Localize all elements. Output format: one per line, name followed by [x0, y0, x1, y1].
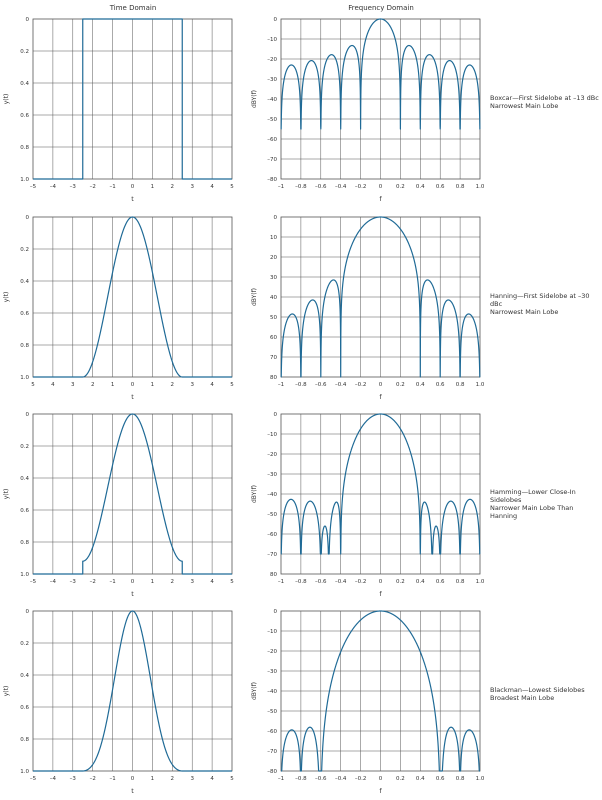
y-axis-label: dBY(f) [251, 287, 258, 307]
y-tick-label: 0.4 [20, 476, 29, 482]
x-tick-label: 1 [150, 776, 155, 782]
y-tick-label: 0 [273, 609, 277, 615]
x-tick-label: 4 [210, 184, 214, 190]
y-tick-label: 0.4 [20, 81, 29, 87]
y-axis-label: y(t) [3, 488, 10, 500]
y-tick-label: 0.4 [20, 279, 29, 285]
description-line: Hamming—Lower Close-In Sidelobes [490, 488, 576, 504]
y-tick-label: –60 [267, 137, 277, 143]
x-tick-label: 0 [130, 184, 135, 190]
x-tick-label: –0.8 [295, 382, 307, 388]
x-tick-label: 1 [150, 579, 155, 585]
x-tick-label: 1.0 [475, 579, 485, 585]
x-tick-label: 0 [130, 382, 135, 388]
y-tick-label: 1.0 [20, 572, 29, 578]
x-axis-label: f [379, 393, 382, 401]
y-axis-label: dBY(f) [251, 484, 258, 504]
x-tick-label: 0.2 [396, 184, 405, 190]
y-tick-label: 30 [270, 275, 277, 281]
y-tick-label: –30 [267, 472, 277, 478]
chart-hanning-time [3, 215, 234, 401]
x-tick-label: 1.0 [475, 382, 485, 388]
y-tick-label: –10 [267, 37, 277, 43]
y-tick-label: 0 [273, 17, 277, 23]
x-tick-label: –5 [29, 579, 37, 585]
y-tick-label: 0.6 [20, 508, 29, 514]
y-tick-label: –70 [267, 157, 277, 163]
description-line: Narrowest Main Lobe [490, 308, 559, 316]
y-tick-label: 10 [270, 235, 277, 241]
x-tick-label: 1 [150, 382, 155, 388]
x-tick-label: –4 [49, 776, 57, 782]
y-tick-label: –20 [267, 452, 277, 458]
x-tick-label: –0.2 [354, 382, 367, 388]
y-tick-label: 40 [270, 295, 277, 301]
x-tick-label: –4 [49, 579, 57, 585]
x-tick-label: 5 [230, 776, 234, 782]
x-tick-label: 0.4 [415, 184, 425, 190]
y-tick-label: –20 [267, 57, 277, 63]
description-line: Boxcar—First Sidelobe at –13 dBc [490, 94, 599, 102]
x-tick-label: 5 [230, 579, 234, 585]
y-tick-label: 80 [270, 572, 277, 578]
x-tick-label: 1.0 [475, 184, 485, 190]
x-tick-label: –3 [69, 579, 76, 585]
x-tick-label: –5 [29, 184, 37, 190]
y-tick-label: –50 [267, 512, 277, 518]
description-line: Blackman—Lowest Sidelobes [490, 686, 585, 694]
y-tick-label: 0.6 [20, 705, 29, 711]
x-tick-label: –1 [277, 579, 285, 585]
row-description-hanning [490, 292, 600, 316]
x-tick-label: 1 [150, 184, 155, 190]
x-tick-label: 4 [210, 776, 214, 782]
x-axis-label: t [131, 393, 134, 401]
description-line: Narrowest Main Lobe [490, 102, 559, 110]
x-tick-label: –1 [277, 776, 285, 782]
chart-boxcar-time [3, 17, 234, 203]
y-tick-label: 50 [270, 315, 277, 321]
y-tick-label: –70 [267, 749, 277, 755]
chart-blackman-frequency [251, 609, 485, 795]
x-tick-label: –5 [29, 776, 37, 782]
y-tick-label: 20 [270, 255, 277, 261]
x-tick-label: –2 [89, 184, 96, 190]
y-tick-label: –30 [267, 77, 277, 83]
x-tick-label: 0 [378, 579, 383, 585]
x-tick-label: 3 [190, 776, 194, 782]
x-tick-label: 3 [190, 184, 194, 190]
chart-hanning-frequency [251, 215, 485, 401]
x-tick-label: –0.8 [295, 184, 307, 190]
y-tick-label: –60 [267, 729, 277, 735]
y-tick-label: –80 [267, 177, 277, 183]
y-tick-label: –80 [267, 769, 277, 775]
x-tick-label: 0.6 [435, 776, 445, 782]
x-tick-label: –1 [277, 184, 285, 190]
x-tick-label: 0.4 [415, 382, 425, 388]
x-tick-label: 0 [378, 184, 383, 190]
x-tick-label: –0.4 [334, 184, 347, 190]
x-axis-label: t [131, 787, 134, 795]
x-tick-label: 4 [210, 382, 214, 388]
chart-hamming-frequency [251, 412, 485, 598]
y-axis-label: y(t) [3, 291, 10, 303]
y-tick-label: –10 [267, 629, 277, 635]
x-tick-label: –0.2 [354, 184, 367, 190]
row-description-boxcar [490, 94, 600, 110]
y-tick-label: –70 [267, 552, 277, 558]
x-axis-label: f [379, 590, 382, 598]
x-tick-label: –2 [89, 776, 96, 782]
chart-boxcar-frequency [251, 17, 485, 203]
y-tick-label: 0.8 [20, 737, 29, 743]
y-tick-label: 0.2 [20, 49, 29, 55]
y-tick-label: 0.8 [20, 540, 29, 546]
y-tick-label: 60 [270, 335, 277, 341]
x-tick-label: 5 [230, 382, 234, 388]
x-tick-label: 0.2 [396, 776, 405, 782]
x-tick-label: 2 [170, 579, 175, 585]
x-tick-label: –4 [49, 184, 57, 190]
x-tick-label: 0.2 [396, 579, 405, 585]
x-tick-label: –1 [109, 579, 116, 585]
x-tick-label: –1 [109, 184, 116, 190]
x-tick-label: –0.6 [315, 579, 327, 585]
y-tick-label: –20 [267, 649, 277, 655]
y-tick-label: –40 [267, 97, 277, 103]
x-tick-label: –1 [109, 776, 116, 782]
x-tick-label: –1 [277, 382, 285, 388]
x-tick-label: 0 [130, 776, 135, 782]
y-tick-label: 0.6 [20, 113, 29, 119]
x-tick-label: 2 [170, 184, 175, 190]
y-tick-label: 1.0 [20, 769, 29, 775]
x-tick-label: 0.8 [455, 579, 465, 585]
chart-blackman-time [3, 609, 234, 795]
y-tick-label: –60 [267, 532, 277, 538]
x-tick-label: –2 [89, 579, 96, 585]
x-axis-label: f [379, 787, 382, 795]
x-tick-label: 0.2 [396, 382, 405, 388]
row-description-hamming [490, 488, 600, 520]
frequency-domain-title: Frequency Domain [348, 4, 414, 12]
y-tick-label: 0.6 [20, 311, 29, 317]
description-line: Hanning—First Sidelobe at –30 dBc [490, 292, 590, 308]
y-axis-label: y(t) [3, 93, 10, 105]
x-tick-label: 0 [378, 382, 383, 388]
x-tick-label: –3 [69, 184, 76, 190]
x-tick-label: 0.6 [435, 579, 445, 585]
y-tick-label: –50 [267, 709, 277, 715]
y-tick-label: 0.2 [20, 444, 29, 450]
y-axis-label: y(t) [3, 685, 10, 697]
x-tick-label: 0.4 [415, 776, 425, 782]
y-tick-label: –40 [267, 689, 277, 695]
x-tick-label: 2 [170, 776, 175, 782]
description-line: Narrower Main Lobe Than Hanning [490, 504, 574, 520]
x-tick-label: 0.6 [435, 382, 445, 388]
y-tick-label: 0 [25, 609, 29, 615]
y-tick-label: 0.8 [20, 343, 29, 349]
y-tick-label: –50 [267, 117, 277, 123]
x-tick-label: 4 [51, 382, 55, 388]
x-tick-label: 0.8 [455, 776, 465, 782]
y-axis-label: dBY(f) [251, 681, 258, 701]
row-description-blackman [490, 686, 600, 702]
y-tick-label: 0.2 [20, 247, 29, 253]
y-tick-label: 0 [273, 412, 277, 418]
y-tick-label: –40 [267, 492, 277, 498]
y-tick-label: 0 [25, 17, 29, 23]
x-tick-label: 1.0 [475, 776, 485, 782]
x-tick-label: 0 [378, 776, 383, 782]
x-tick-label: 0.8 [455, 382, 465, 388]
y-tick-label: 1.0 [20, 177, 29, 183]
x-tick-label: 0.6 [435, 184, 445, 190]
x-tick-label: –0.4 [334, 579, 347, 585]
x-axis-label: t [131, 590, 134, 598]
y-tick-label: –10 [267, 432, 277, 438]
x-tick-label: –0.8 [295, 579, 307, 585]
x-tick-label: 3 [190, 579, 194, 585]
x-tick-label: –0.2 [354, 776, 367, 782]
time-domain-title: Time Domain [109, 4, 157, 12]
x-tick-label: 0.8 [455, 184, 465, 190]
x-tick-label: –0.4 [334, 382, 347, 388]
x-tick-label: 3 [71, 382, 75, 388]
description-line: Broadest Main Lobe [490, 694, 555, 702]
y-tick-label: 0.4 [20, 673, 29, 679]
x-tick-label: 3 [190, 382, 194, 388]
chart-hamming-time [3, 412, 234, 598]
x-tick-label: 5 [230, 184, 234, 190]
x-axis-label: f [379, 195, 382, 203]
y-tick-label: 1.0 [20, 375, 29, 381]
x-tick-label: –0.8 [295, 776, 307, 782]
y-tick-label: 0 [273, 215, 277, 221]
x-tick-label: 2 [90, 382, 95, 388]
x-tick-label: 0 [130, 579, 135, 585]
x-tick-label: 1 [110, 382, 115, 388]
x-tick-label: 5 [31, 382, 35, 388]
x-tick-label: –0.2 [354, 579, 367, 585]
y-tick-label: 0 [25, 412, 29, 418]
x-axis-label: t [131, 195, 134, 203]
x-tick-label: 2 [170, 382, 175, 388]
y-tick-label: 0 [25, 215, 29, 221]
y-tick-label: –30 [267, 669, 277, 675]
y-tick-label: 70 [270, 355, 277, 361]
x-tick-label: –0.4 [334, 776, 347, 782]
x-tick-label: –0.6 [315, 382, 327, 388]
y-axis-label: dBY(f) [251, 89, 258, 109]
y-tick-label: 0.2 [20, 641, 29, 647]
x-tick-label: –0.6 [315, 184, 327, 190]
y-tick-label: 80 [270, 375, 277, 381]
y-tick-label: 0.8 [20, 145, 29, 151]
x-tick-label: –0.6 [315, 776, 327, 782]
chart-panels [3, 17, 485, 795]
x-tick-label: –3 [69, 776, 76, 782]
x-tick-label: 4 [210, 579, 214, 585]
x-tick-label: 0.4 [415, 579, 425, 585]
